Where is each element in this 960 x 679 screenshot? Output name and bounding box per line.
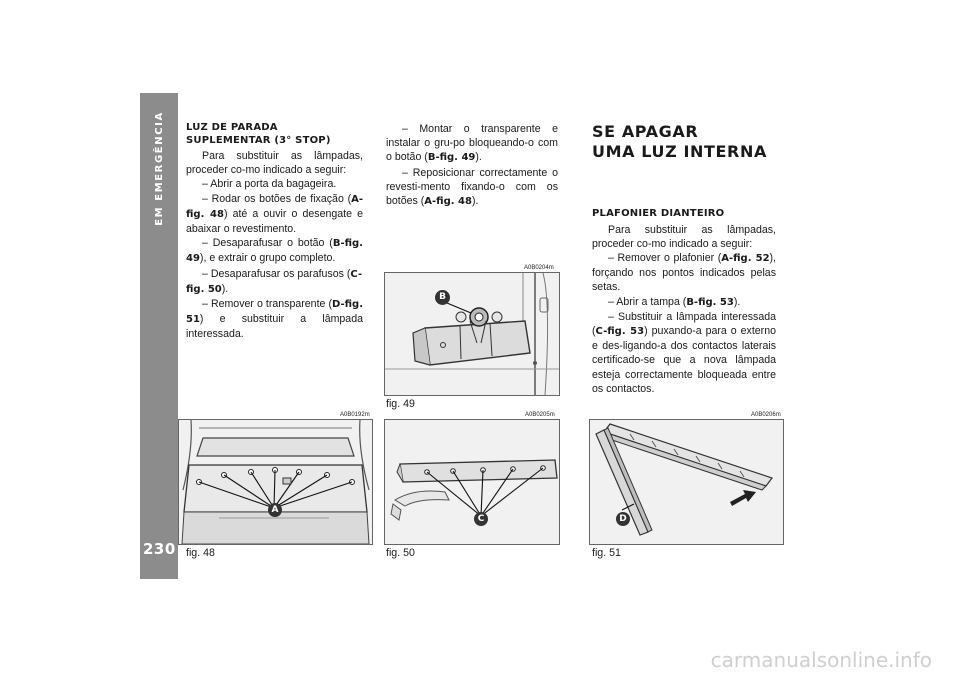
fig51-code: A0B0206m [751, 412, 781, 418]
step-reposition-lining: – Reposicionar correctamente o revesti-mento fixando-o com os botões (A-fig. 48). [386, 166, 558, 208]
figure-48-illustration [178, 419, 373, 545]
intro-text: Para substituir as lâmpadas, proceder co-mo indicado a seguir: [592, 223, 776, 250]
fig-reference: C-fig. 50 [186, 268, 363, 295]
fig-reference: A-fig. 52 [721, 252, 770, 264]
figure-49-illustration [384, 272, 560, 396]
fig48-code: A0B0192m [340, 412, 370, 418]
fig-reference: B-fig. 49 [427, 152, 476, 164]
heading-line-2: UMA LUZ INTERNA [592, 142, 767, 161]
step-remove-plafonier: – Remover o plafonier (A-fig. 52), forçando nos pontos indicados pelas setas. [592, 251, 777, 294]
step-open-trunk: – Abrir a porta da bagageira. [202, 178, 337, 191]
heading-line-2: SUPLEMENTAR (3° STOP) [186, 134, 331, 146]
chapter-title: EM EMERGÊNCIA [153, 110, 165, 226]
fig-reference: B-fig. 53 [686, 296, 734, 308]
callout-d: D [616, 512, 630, 526]
fig50-code: A0B0205m [525, 412, 555, 418]
step-remove-lens: – Remover o transparente (D-fig. 51) e substituir a lâmpada interessada. [186, 298, 363, 341]
subheading-front-plafonier: PLAFONIER DIANTEIRO [592, 208, 725, 219]
figure-51-illustration [589, 419, 784, 545]
fig-reference: D-fig. 51 [186, 299, 363, 326]
column-stop-light [186, 122, 363, 342]
step-mount-lens: – Montar o transparente e instalar o gru-po bloqueando-o com o botão (B-fig. 49). [386, 123, 558, 164]
step-unscrew-screws: – Desaparafusar os parafusos (C-fig. 50). [186, 267, 363, 295]
fig49-code: A0B0204m [524, 265, 554, 271]
fig48-caption: fig. 48 [186, 547, 215, 559]
fig-reference: A-fig. 48 [424, 196, 472, 208]
chapter-sidebar [140, 93, 178, 579]
fig50-caption: fig. 50 [386, 547, 415, 559]
figure-50-illustration [384, 419, 560, 545]
step-unscrew-knob: – Desaparafusar o botão (B-fig. 49), e extrair o grupo completo. [186, 237, 363, 265]
chapter-title-box [140, 93, 178, 243]
section-heading-stop-light [186, 122, 363, 147]
intro-text: Para substituir as lâmpadas, proceder co-mo indicado a seguir: [186, 150, 363, 177]
fig-reference: B-fig. 49 [186, 238, 363, 265]
heading-line-1: SE APAGAR [592, 122, 699, 141]
step-rotate-buttons: – Rodar os botões de fixação (A-fig. 48) até a ouvir o desengate e abaixar o revestimento. [186, 192, 363, 236]
callout-a: A [268, 503, 282, 517]
step-open-cover: – Abrir a tampa (B-fig. 53). [608, 295, 741, 308]
fig-reference: C-fig. 53 [595, 325, 645, 337]
heading-line-1: LUZ DE PARADA [186, 122, 278, 133]
callout-b: B [435, 290, 450, 305]
callout-c: C [474, 512, 488, 526]
column-reassembly [386, 122, 558, 209]
page-number: 230 [143, 540, 176, 558]
column-interior-light [592, 122, 776, 396]
fig49-caption: fig. 49 [386, 398, 415, 410]
step-replace-bulb: – Substituir a lâmpada interessada (C-fig. 53) puxando-a para o externo e des-ligando-a dos contactos laterais certificado-se que a nova lâmpada esteja correctamente bloqueada entre os contactos. [592, 310, 776, 395]
section-heading-interior-light [592, 122, 776, 162]
watermark: carmanualsonline.info [710, 648, 932, 672]
fig51-caption: fig. 51 [592, 547, 621, 559]
fig-reference: A-fig. 48 [186, 193, 363, 220]
